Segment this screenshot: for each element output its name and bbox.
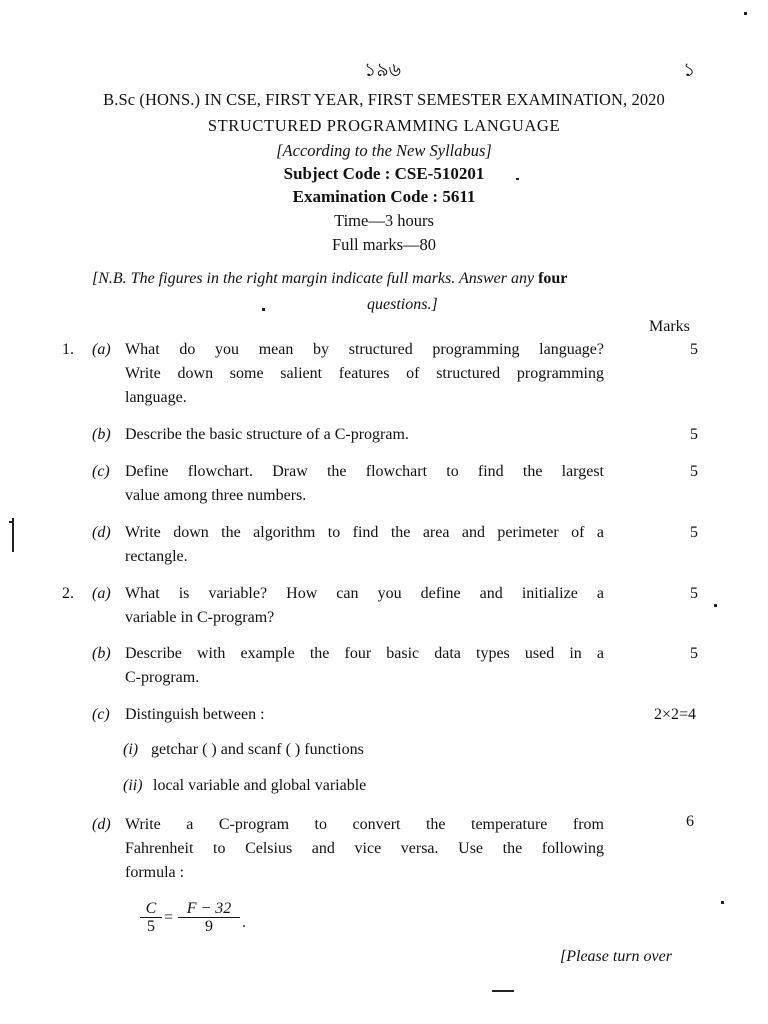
part-marks: 5 [690, 524, 698, 541]
part-label: (d) [92, 816, 111, 833]
formula-period: . [242, 914, 246, 931]
course-title: STRUCTURED PROGRAMMING LANGUAGE [207, 116, 561, 135]
part-text-line: Describe the basic structure of a C-program. [125, 426, 409, 443]
part-label: (c) [92, 706, 110, 723]
syllabus-note: [According to the New Syllabus] [276, 141, 492, 160]
part-marks: 2×2=4 [653, 706, 696, 723]
part-label: (a) [92, 341, 111, 358]
part-label: (b) [92, 426, 111, 443]
instructions-bold: four [538, 270, 568, 287]
subpart-label: (i) [123, 741, 139, 758]
full-marks: Full marks—80 [331, 235, 437, 254]
scan-speck [516, 178, 519, 180]
part-text-line: Define flowchart. Draw the flowchart to find the largest [125, 463, 604, 480]
instructions-text: [N.B. The figures in the right margin indicate full marks. Answer any [92, 270, 539, 287]
instructions-line-2: questions.] [367, 296, 438, 313]
part-marks: 5 [690, 463, 698, 480]
part-marks: 5 [690, 426, 698, 443]
question-number: 1. [62, 341, 74, 358]
part-text-line: value among three numbers. [125, 487, 307, 504]
instructions-line-1 [92, 270, 567, 288]
part-text-line: Write a C-program to convert the temperature from [125, 816, 604, 833]
scan-speck [744, 12, 747, 15]
part-text-line: What do you mean by structured programming language? [125, 341, 604, 358]
part-text-line: rectangle. [125, 548, 188, 565]
part-text-line: Write down some salient features of structured programming [125, 365, 604, 382]
part-text-line: variable in C-program? [125, 609, 275, 626]
subpart-label: (ii) [123, 777, 143, 794]
examination-code: Examination Code : 5611 [292, 187, 476, 206]
part-text-line: Describe with example the four basic data types used in a [125, 645, 604, 662]
part-label: (b) [92, 645, 111, 662]
part-marks: 6 [686, 813, 694, 830]
part-text-line: Distinguish between : [125, 706, 265, 723]
formula-right-numerator: F − 32 [178, 900, 240, 918]
formula-left-fraction [140, 900, 162, 936]
part-text-line: C-program. [125, 669, 200, 686]
exam-title: B.Sc (HONS.) IN CSE, FIRST YEAR, FIRST SEMESTER EXAMINATION, 2020 [103, 90, 665, 109]
part-text-line: formula : [125, 864, 185, 881]
part-marks: 5 [690, 645, 698, 662]
scan-speck [714, 604, 717, 607]
scan-speck [492, 990, 514, 992]
part-text-line: Fahrenheit to Celsius and vice versa. Use the following [125, 840, 604, 857]
turn-over-note: [Please turn over [560, 948, 672, 965]
time-allowed: Time—3 hours [334, 211, 434, 230]
scan-speck [721, 901, 724, 904]
part-marks: 5 [690, 341, 698, 358]
part-label: (a) [92, 585, 111, 602]
part-marks: 5 [690, 585, 698, 602]
formula-left-numerator: C [140, 900, 162, 918]
marks-column-header: Marks [649, 318, 690, 335]
question-number: 2. [62, 585, 74, 602]
paper-code-bengali: ১৯৬ [364, 59, 402, 81]
formula-right-fraction [178, 900, 240, 936]
subject-code: Subject Code : CSE-510201 [283, 164, 485, 183]
part-label: (d) [92, 524, 111, 541]
part-label: (c) [92, 463, 110, 480]
subpart-text: getchar ( ) and scanf ( ) functions [151, 741, 364, 758]
subpart-text: local variable and global variable [153, 777, 367, 794]
scan-mark [12, 518, 14, 552]
scan-mark [9, 521, 13, 523]
formula-left-denominator: 5 [147, 918, 155, 935]
formula-right-denominator: 9 [205, 918, 213, 935]
part-text-line: language. [125, 389, 187, 406]
formula-equals: = [164, 909, 174, 926]
temperature-formula [140, 900, 260, 940]
part-text-line: Write down the algorithm to find the area and perimeter of a [125, 524, 604, 541]
part-text-line: What is variable? How can you define and initialize a [125, 585, 604, 602]
scan-speck [262, 308, 265, 311]
page-number-bengali: ১ [683, 59, 696, 81]
